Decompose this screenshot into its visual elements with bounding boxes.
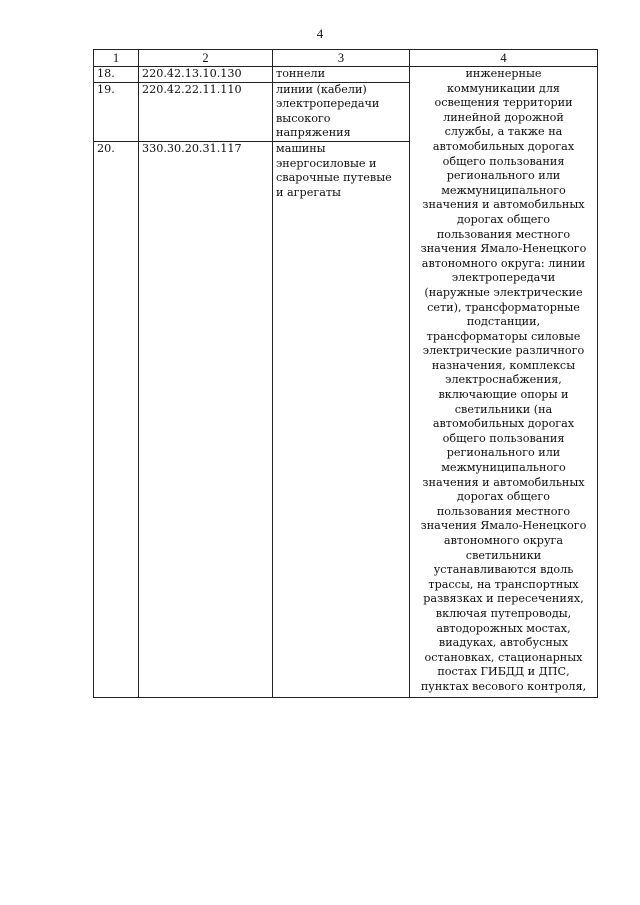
name-line: тоннели [276,67,326,80]
name-line: напряжения [276,126,351,140]
note-line: трассы, на транспортных [428,577,579,591]
note-line: общего пользования [442,431,565,445]
note-line: значения и автомобильных [422,475,585,489]
name-line: машины [276,141,326,155]
note-line: значения и автомобильных [422,198,585,212]
note-line: автономного округа [443,534,564,547]
name-line: электропередачи [276,97,380,111]
name-line: высокого [276,111,331,125]
note-line: общего пользования [442,154,565,168]
column-header-1: 1 [94,50,139,67]
note-line: постах ГИБДД и ДПС, [437,665,570,679]
note-line: автодорожных мостах, [436,621,571,635]
note-line: светильники (на [454,402,553,416]
column-header-3: 3 [273,50,410,67]
note-line: освещения территории [434,96,573,110]
note-line: электроснабжения, [445,373,562,387]
note-line: назначения, комплексы [431,358,576,372]
note-line: электропередачи [451,271,556,285]
note-line: коммуникации для [446,81,560,95]
note-line: развязках и пересечениях, [423,592,584,606]
note-line: остановках, стационарных [424,650,583,664]
header-row [94,50,598,67]
row-name [273,141,410,697]
note-line: межмуниципального [441,461,566,475]
column-header-2: 2 [139,50,273,67]
note-line: пунктах весового контроля, [420,679,587,693]
note-line: пользования местного [436,504,571,518]
note-line: пользования местного [436,227,571,241]
note-line: светильники [465,548,542,562]
page-number: 4 [316,26,324,41]
row-number: 18. [94,67,139,83]
note-line: виадуках, автобусных [438,636,569,650]
note-line: регионального или [446,169,561,183]
note-line: сети), трансформаторные [427,300,580,314]
note-line: службы, а также на [444,125,563,139]
row-code: 220.42.22.11.110 [139,82,273,141]
note-line: подстанции, [466,315,541,329]
note-line: устанавливаются вдоль [433,563,574,577]
note-line: включая путепроводы, [435,606,572,620]
note-line: значения Ямало-Ненецкого [420,242,587,256]
table-row [94,67,598,83]
note-line: автомобильных дорогах [432,139,575,153]
column-header-4: 4 [410,50,598,67]
note-line: автономного округа: линии [421,256,586,270]
name-line: линии (кабели) [276,82,367,96]
note-line: регионального или [446,446,561,460]
note-line: инженерные [465,67,542,80]
name-line: и агрегаты [276,185,341,199]
row-name [273,82,410,141]
note-line: межмуниципального [441,183,566,197]
name-line: сварочные путевые [276,171,392,185]
note-line: автомобильных дорогах [432,417,575,431]
row-number: 19. [94,82,139,141]
items-table [93,49,598,698]
note-line: трансформаторы силовые [426,329,581,343]
row-code: 330.30.20.31.117 [139,141,273,697]
row-code: 220.42.13.10.130 [139,67,273,83]
note-line: (наружные электрические [424,285,583,299]
row-note [410,67,598,698]
note-line: дорогах общего [456,490,550,504]
note-line: линейной дорожной [443,110,564,124]
name-line: энергосиловые и [276,156,377,170]
note-line: включающие опоры и [438,388,569,402]
note-line: электрические различного [422,344,585,358]
note-line: дорогах общего [456,212,550,226]
row-name [273,67,410,83]
note-line: значения Ямало-Ненецкого [420,519,587,533]
row-number: 20. [94,141,139,697]
